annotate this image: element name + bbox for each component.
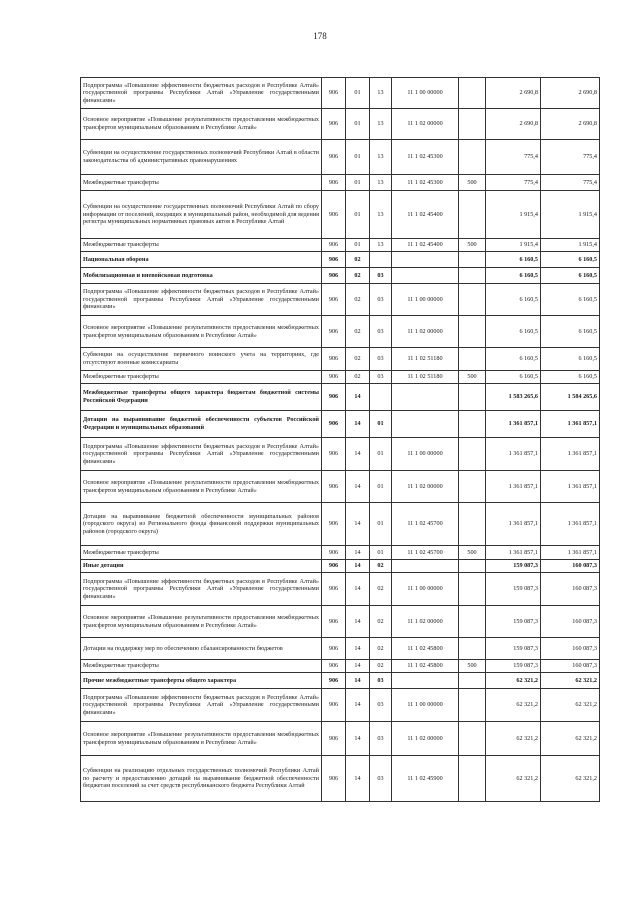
row-subsection-cell: 13 (370, 191, 392, 239)
row-section-cell: 14 (346, 689, 370, 722)
row-name-cell: Дотации на выравнивание бюджетной обеспеченности муниципальных районов (городского округа) из Регионального фонда финансовой поддержки муниципальных районов (городского округа) (81, 503, 322, 546)
row-sum-year2-cell: 6 160,5 (541, 284, 600, 316)
row-ved-cell: 906 (322, 284, 346, 316)
row-sum-year2-cell: 6 160,5 (541, 268, 600, 284)
row-ved-cell: 906 (322, 348, 346, 371)
row-sum-year2-cell: 1 584 265,6 (541, 384, 600, 411)
table-row (81, 503, 600, 546)
row-sum-year1-cell: 1 361 857,1 (486, 438, 541, 471)
row-section-cell: 14 (346, 573, 370, 606)
row-sum-year1-cell: 6 160,5 (486, 252, 541, 268)
row-name-cell: Подпрограмма «Повышение эффективности бюджетных расходов в Республике Алтай» государственной программы Республики Алтай «Управление государственными финансами» (81, 438, 322, 471)
table-row (81, 109, 600, 140)
table-row (81, 268, 600, 284)
row-sum-year1-cell: 6 160,5 (486, 268, 541, 284)
row-section-cell: 14 (346, 638, 370, 660)
row-target-article-cell: 11 1 02 00000 (392, 606, 459, 638)
row-ved-cell: 906 (322, 384, 346, 411)
row-expense-type-cell (459, 411, 486, 438)
row-sum-year1-cell: 2 690,8 (486, 109, 541, 140)
row-target-article-cell: 11 1 02 45800 (392, 660, 459, 673)
row-section-cell: 02 (346, 316, 370, 348)
row-subsection-cell: 02 (370, 560, 392, 573)
row-expense-type-cell (459, 252, 486, 268)
row-target-article-cell: 11 1 02 45700 (392, 546, 459, 560)
row-ved-cell: 906 (322, 175, 346, 191)
row-name-cell: Дотации на выравнивание бюджетной обеспеченности субъектов Российской Федерации и муниципальных образований (81, 411, 322, 438)
row-expense-type-cell: 500 (459, 546, 486, 560)
row-sum-year2-cell: 6 160,5 (541, 252, 600, 268)
row-sum-year2-cell: 1 361 857,1 (541, 471, 600, 503)
row-expense-type-cell: 500 (459, 175, 486, 191)
row-sum-year1-cell: 62 321,2 (486, 673, 541, 689)
row-target-article-cell: 11 1 02 45300 (392, 140, 459, 175)
row-sum-year2-cell: 775,4 (541, 140, 600, 175)
row-sum-year2-cell: 1 361 857,1 (541, 503, 600, 546)
row-section-cell: 14 (346, 384, 370, 411)
row-section-cell: 02 (346, 371, 370, 384)
row-target-article-cell: 11 1 00 00000 (392, 573, 459, 606)
row-subsection-cell: 03 (370, 316, 392, 348)
row-sum-year1-cell: 62 321,2 (486, 689, 541, 722)
row-sum-year1-cell: 6 160,5 (486, 316, 541, 348)
row-section-cell: 01 (346, 78, 370, 109)
row-subsection-cell: 03 (370, 348, 392, 371)
row-sum-year2-cell: 160 087,3 (541, 606, 600, 638)
row-name-cell: Иные дотации (81, 560, 322, 573)
table-row (81, 239, 600, 252)
row-ved-cell: 906 (322, 191, 346, 239)
row-subsection-cell: 01 (370, 438, 392, 471)
row-sum-year2-cell: 6 160,5 (541, 316, 600, 348)
row-target-article-cell: 11 1 02 51180 (392, 371, 459, 384)
row-ved-cell: 906 (322, 471, 346, 503)
row-sum-year1-cell: 1 361 857,1 (486, 503, 541, 546)
row-name-cell: Межбюджетные трансферты общего характера бюджетам бюджетной системы Российской Федерации (81, 384, 322, 411)
row-section-cell: 01 (346, 239, 370, 252)
table-row (81, 722, 600, 756)
row-sum-year2-cell: 1 361 857,1 (541, 546, 600, 560)
row-target-article-cell: 11 1 02 45300 (392, 175, 459, 191)
row-name-cell: Межбюджетные трансферты (81, 371, 322, 384)
table-row (81, 384, 600, 411)
row-ved-cell: 906 (322, 638, 346, 660)
row-sum-year2-cell: 2 690,8 (541, 78, 600, 109)
row-name-cell: Субвенции на осуществление государственных полномочий Республики Алтай по сбору информации от поселений, входящих в муниципальный район, необходимой для ведения регистра муниципальных нормативных правовых актов в Республике Алтай (81, 191, 322, 239)
row-sum-year1-cell: 1 361 857,1 (486, 411, 541, 438)
row-name-cell: Субвенции на осуществление первичного воинского учета на территориях, где отсутствуют военные комиссариаты (81, 348, 322, 371)
row-expense-type-cell (459, 689, 486, 722)
row-name-cell: Прочие межбюджетные трансферты общего характера (81, 673, 322, 689)
row-ved-cell: 906 (322, 660, 346, 673)
row-expense-type-cell (459, 722, 486, 756)
row-target-article-cell: 11 1 02 51180 (392, 348, 459, 371)
row-ved-cell: 906 (322, 438, 346, 471)
table-row (81, 546, 600, 560)
row-name-cell: Подпрограмма «Повышение эффективности бюджетных расходов в Республике Алтай» государственной программы Республики Алтай «Управление государственными финансами» (81, 573, 322, 606)
row-section-cell: 14 (346, 756, 370, 802)
row-ved-cell: 906 (322, 573, 346, 606)
row-ved-cell: 906 (322, 756, 346, 802)
row-sum-year1-cell: 62 321,2 (486, 756, 541, 802)
row-subsection-cell: 01 (370, 503, 392, 546)
row-subsection-cell: 13 (370, 239, 392, 252)
row-target-article-cell: 11 1 02 00000 (392, 109, 459, 140)
table-row (81, 371, 600, 384)
row-sum-year2-cell: 6 160,5 (541, 348, 600, 371)
table-row (81, 606, 600, 638)
row-section-cell: 14 (346, 660, 370, 673)
row-section-cell: 02 (346, 268, 370, 284)
row-target-article-cell: 11 1 00 00000 (392, 689, 459, 722)
table-row (81, 560, 600, 573)
row-sum-year2-cell: 62 321,2 (541, 756, 600, 802)
row-ved-cell: 906 (322, 268, 346, 284)
row-target-article-cell: 11 1 00 00000 (392, 78, 459, 109)
row-name-cell: Основное мероприятие «Повышение результативности предоставления межбюджетных трансфертов муниципальным образованиям в Республике Алтай» (81, 316, 322, 348)
row-subsection-cell: 02 (370, 606, 392, 638)
row-ved-cell: 906 (322, 546, 346, 560)
row-sum-year1-cell: 159 087,3 (486, 660, 541, 673)
row-section-cell: 14 (346, 438, 370, 471)
row-sum-year2-cell: 62 321,2 (541, 673, 600, 689)
row-sum-year2-cell: 775,4 (541, 175, 600, 191)
row-name-cell: Национальная оборона (81, 252, 322, 268)
row-target-article-cell: 11 1 02 45400 (392, 239, 459, 252)
row-sum-year1-cell: 62 321,2 (486, 722, 541, 756)
row-target-article-cell: 11 1 02 00000 (392, 471, 459, 503)
row-ved-cell: 906 (322, 560, 346, 573)
row-name-cell: Межбюджетные трансферты (81, 239, 322, 252)
row-expense-type-cell (459, 284, 486, 316)
row-section-cell: 14 (346, 471, 370, 503)
row-target-article-cell: 11 1 02 00000 (392, 722, 459, 756)
row-ved-cell: 906 (322, 606, 346, 638)
row-subsection-cell (370, 252, 392, 268)
row-sum-year1-cell: 2 690,8 (486, 78, 541, 109)
row-subsection-cell: 03 (370, 689, 392, 722)
row-sum-year1-cell: 775,4 (486, 175, 541, 191)
row-expense-type-cell (459, 638, 486, 660)
row-sum-year2-cell: 62 321,2 (541, 722, 600, 756)
row-sum-year1-cell: 159 087,3 (486, 573, 541, 606)
row-subsection-cell: 13 (370, 175, 392, 191)
row-expense-type-cell (459, 78, 486, 109)
row-expense-type-cell (459, 606, 486, 638)
row-expense-type-cell (459, 673, 486, 689)
row-subsection-cell: 02 (370, 638, 392, 660)
table-row (81, 78, 600, 109)
row-section-cell: 14 (346, 673, 370, 689)
row-sum-year2-cell: 6 160,5 (541, 371, 600, 384)
row-subsection-cell: 01 (370, 471, 392, 503)
row-sum-year1-cell: 1 361 857,1 (486, 546, 541, 560)
table-row (81, 316, 600, 348)
row-subsection-cell: 13 (370, 78, 392, 109)
row-target-article-cell (392, 384, 459, 411)
table-row (81, 638, 600, 660)
row-name-cell: Мобилизационная и вневойсковая подготовка (81, 268, 322, 284)
row-expense-type-cell (459, 384, 486, 411)
row-subsection-cell: 01 (370, 411, 392, 438)
row-ved-cell: 906 (322, 689, 346, 722)
table-row (81, 191, 600, 239)
table-row (81, 438, 600, 471)
row-expense-type-cell (459, 348, 486, 371)
row-name-cell: Основное мероприятие «Повышение результативности предоставления межбюджетных трансфертов муниципальным образованиям в Республике Алтай» (81, 722, 322, 756)
table-row (81, 411, 600, 438)
row-sum-year2-cell: 160 087,3 (541, 638, 600, 660)
row-target-article-cell: 11 1 00 00000 (392, 284, 459, 316)
row-section-cell: 14 (346, 503, 370, 546)
row-target-article-cell: 11 1 02 00000 (392, 316, 459, 348)
row-expense-type-cell (459, 573, 486, 606)
row-target-article-cell: 11 1 02 45800 (392, 638, 459, 660)
row-name-cell: Межбюджетные трансферты (81, 546, 322, 560)
row-subsection-cell: 03 (370, 268, 392, 284)
row-sum-year2-cell: 160 087,3 (541, 573, 600, 606)
row-ved-cell: 906 (322, 722, 346, 756)
row-target-article-cell: 11 1 02 45400 (392, 191, 459, 239)
row-section-cell: 14 (346, 411, 370, 438)
row-expense-type-cell (459, 140, 486, 175)
row-section-cell: 14 (346, 560, 370, 573)
row-ved-cell: 906 (322, 239, 346, 252)
row-sum-year2-cell: 160 087,3 (541, 660, 600, 673)
row-sum-year2-cell: 160 087,3 (541, 560, 600, 573)
row-subsection-cell: 13 (370, 140, 392, 175)
row-sum-year1-cell: 159 087,3 (486, 638, 541, 660)
row-section-cell: 14 (346, 546, 370, 560)
table-row (81, 660, 600, 673)
row-sum-year1-cell: 159 087,3 (486, 560, 541, 573)
row-sum-year2-cell: 1 915,4 (541, 191, 600, 239)
table-row (81, 573, 600, 606)
row-expense-type-cell (459, 316, 486, 348)
row-name-cell: Субвенции на реализацию отдельных государственных полномочий Республики Алтай по расчету и предоставлению дотаций на выравнивание бюджетной обеспеченности бюджетам поселений за счет средств республиканского бюджета Республики Алтай (81, 756, 322, 802)
row-subsection-cell: 01 (370, 546, 392, 560)
row-ved-cell: 906 (322, 140, 346, 175)
row-name-cell: Основное мероприятие «Повышение результативности предоставления межбюджетных трансфертов муниципальным образованиям в Республике Алтай» (81, 471, 322, 503)
row-ved-cell: 906 (322, 673, 346, 689)
row-sum-year2-cell: 62 321,2 (541, 689, 600, 722)
row-section-cell: 01 (346, 140, 370, 175)
row-section-cell: 01 (346, 175, 370, 191)
row-sum-year2-cell: 1 361 857,1 (541, 411, 600, 438)
row-name-cell: Дотации на поддержку мер по обеспечению сбалансированности бюджетов (81, 638, 322, 660)
table-row (81, 140, 600, 175)
row-target-article-cell (392, 411, 459, 438)
row-name-cell: Субвенции на осуществление государственных полномочий Республики Алтай в области законодательства об административных правонарушениях (81, 140, 322, 175)
row-target-article-cell: 11 1 00 00000 (392, 438, 459, 471)
row-expense-type-cell (459, 109, 486, 140)
row-target-article-cell (392, 673, 459, 689)
row-name-cell: Межбюджетные трансферты (81, 660, 322, 673)
row-ved-cell: 906 (322, 109, 346, 140)
row-sum-year2-cell: 2 690,8 (541, 109, 600, 140)
row-section-cell: 02 (346, 284, 370, 316)
row-target-article-cell (392, 268, 459, 284)
row-name-cell: Подпрограмма «Повышение эффективности бюджетных расходов в Республике Алтай» государственной программы Республики Алтай «Управление государственными финансами» (81, 78, 322, 109)
budget-table (80, 77, 600, 802)
row-sum-year1-cell: 775,4 (486, 140, 541, 175)
table-row (81, 689, 600, 722)
row-subsection-cell: 03 (370, 284, 392, 316)
table-row (81, 673, 600, 689)
table-row (81, 252, 600, 268)
row-expense-type-cell: 500 (459, 660, 486, 673)
table-row (81, 348, 600, 371)
row-section-cell: 02 (346, 252, 370, 268)
row-ved-cell: 906 (322, 252, 346, 268)
row-section-cell: 01 (346, 191, 370, 239)
row-expense-type-cell (459, 503, 486, 546)
row-sum-year1-cell: 1 915,4 (486, 191, 541, 239)
table-row (81, 756, 600, 802)
row-sum-year2-cell: 1 915,4 (541, 239, 600, 252)
row-sum-year1-cell: 6 160,5 (486, 371, 541, 384)
row-name-cell: Подпрограмма «Повышение эффективности бюджетных расходов в Республике Алтай» государственной программы Республики Алтай «Управление государственными финансами» (81, 284, 322, 316)
row-section-cell: 14 (346, 722, 370, 756)
table-row (81, 471, 600, 503)
row-subsection-cell: 03 (370, 756, 392, 802)
row-sum-year1-cell: 6 160,5 (486, 348, 541, 371)
row-expense-type-cell: 500 (459, 239, 486, 252)
row-name-cell: Основное мероприятие «Повышение результативности предоставления межбюджетных трансфертов муниципальным образованиям в Республике Алтай» (81, 109, 322, 140)
row-subsection-cell: 03 (370, 371, 392, 384)
row-ved-cell: 906 (322, 371, 346, 384)
row-expense-type-cell: 500 (459, 371, 486, 384)
row-target-article-cell (392, 560, 459, 573)
row-ved-cell: 906 (322, 411, 346, 438)
row-subsection-cell: 03 (370, 673, 392, 689)
row-sum-year1-cell: 1 583 265,6 (486, 384, 541, 411)
row-section-cell: 01 (346, 109, 370, 140)
row-expense-type-cell (459, 560, 486, 573)
table-row (81, 284, 600, 316)
row-ved-cell: 906 (322, 503, 346, 546)
budget-table-body (81, 78, 600, 802)
row-sum-year1-cell: 159 087,3 (486, 606, 541, 638)
table-row (81, 175, 600, 191)
row-expense-type-cell (459, 191, 486, 239)
row-subsection-cell: 02 (370, 573, 392, 606)
row-subsection-cell: 13 (370, 109, 392, 140)
row-sum-year2-cell: 1 361 857,1 (541, 438, 600, 471)
row-expense-type-cell (459, 268, 486, 284)
page-number: 178 (313, 31, 327, 41)
row-ved-cell: 906 (322, 316, 346, 348)
row-subsection-cell: 02 (370, 660, 392, 673)
row-name-cell: Подпрограмма «Повышение эффективности бюджетных расходов в Республике Алтай» государственной программы Республики Алтай «Управление государственными финансами» (81, 689, 322, 722)
row-sum-year1-cell: 1 361 857,1 (486, 471, 541, 503)
row-sum-year1-cell: 1 915,4 (486, 239, 541, 252)
row-expense-type-cell (459, 471, 486, 503)
row-section-cell: 02 (346, 348, 370, 371)
row-expense-type-cell (459, 756, 486, 802)
row-name-cell: Межбюджетные трансферты (81, 175, 322, 191)
row-ved-cell: 906 (322, 78, 346, 109)
row-sum-year1-cell: 6 160,5 (486, 284, 541, 316)
row-expense-type-cell (459, 438, 486, 471)
row-name-cell: Основное мероприятие «Повышение результативности предоставления межбюджетных трансфертов муниципальным образованиям в Республике Алтай» (81, 606, 322, 638)
row-target-article-cell: 11 1 02 45700 (392, 503, 459, 546)
row-subsection-cell (370, 384, 392, 411)
row-subsection-cell: 03 (370, 722, 392, 756)
row-target-article-cell (392, 252, 459, 268)
row-target-article-cell: 11 1 02 45900 (392, 756, 459, 802)
row-section-cell: 14 (346, 606, 370, 638)
